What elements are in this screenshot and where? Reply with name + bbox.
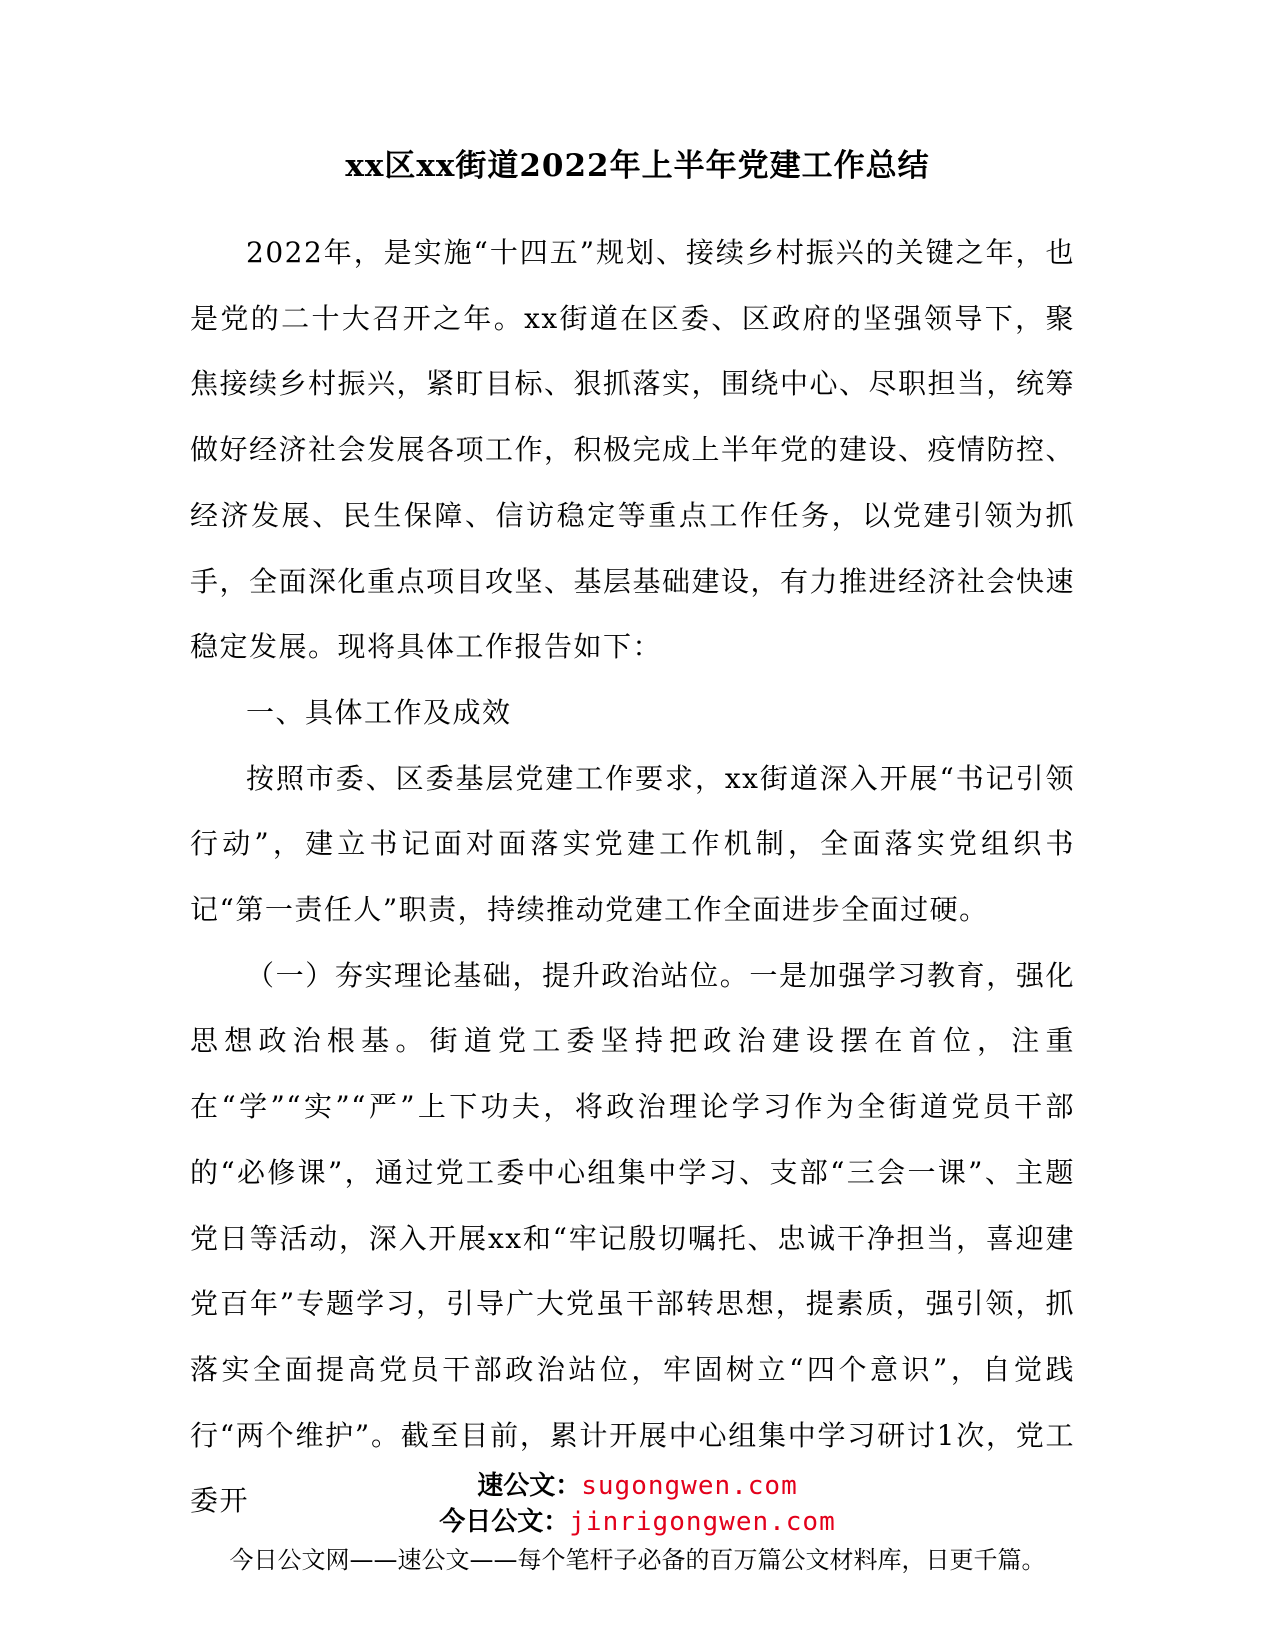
footer-sugongwen-label: 速公文： [477, 1471, 582, 1501]
footer-jinrigongwen [0, 1505, 1275, 1539]
paragraph-intro: 2022年，是实施“十四五”规划、接续乡村振兴的关键之年，也是党的二十大召开之年。xx街道在区委、区政府的坚强领导下，聚焦接续乡村振兴，紧盯目标、狠抓落实，围绕中心、尽职担当，统筹做好经济社会发展各项工作，积极完成上半年党的建设、疫情防控、经济发展、民生保障、信访稳定等重点工作任务，以党建引领为抓手，全面深化重点项目攻坚、基层基础建设，有力推进经济社会快速稳定发展。现将具体工作报告如下： [190, 236, 1076, 664]
footer-tagline: 今日公文网——速公文——每个笔杆子必备的百万篇公文材料库，日更千篇。 [229, 1546, 1046, 1574]
footer-sugongwen [0, 1469, 1275, 1503]
footer-sugongwen-link[interactable]: sugongwen.com [581, 1471, 798, 1501]
section-heading: 一、具体工作及成效 [246, 695, 512, 729]
document-body [190, 220, 1075, 1534]
document-title: xx区xx街道2022年上半年党建工作总结 [345, 148, 930, 184]
footer-jinrigongwen-label: 今日公文： [439, 1507, 570, 1537]
paragraph-overview: 按照市委、区委基层党建工作要求，xx街道深入开展“书记引领行动”，建立书记面对面落实党建工作机制，全面落实党组织书记“第一责任人”职责，持续推动党建工作全面进步全面过硬。 [190, 761, 1075, 927]
paragraph-theory: （一）夯实理论基础，提升政治站位。一是加强学习教育，强化思想政治根基。街道党工委坚持把政治建设摆在首位，注重在“学”“实”“严”上下功夫，将政治理论学习作为全街道党员干部的“必修课”，通过党工委中心组集中学习、支部“三会一课”、主题党日等活动，深入开展xx和“牢记殷切嘱托、忠诚干净担当，喜迎建党百年”专题学习，引导广大党虽干部转思想，提素质，强引领，抓落实全面提高党员干部政治站位，牢固树立“四个意识”，自觉践行“两个维护”。截至目前，累计开展中心组集中学习研讨1次，党工委开 [190, 958, 1075, 1518]
footer-jinrigongwen-link[interactable]: jinrigongwen.com [569, 1507, 836, 1537]
